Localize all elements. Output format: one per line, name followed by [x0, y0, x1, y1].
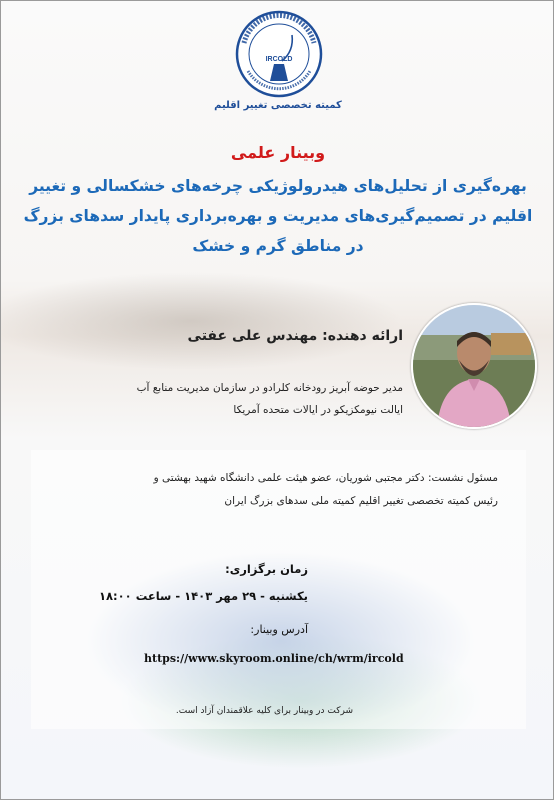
- session-chair: [38, 467, 498, 513]
- time-label: زمان برگزاری:: [225, 562, 308, 576]
- webinar-link[interactable]: https://www.skyroom.online/ch/wrm/ircold: [144, 652, 404, 665]
- title-line-1: بهره‌گیری از تحلیل‌های هیدرولوژیکی چرخه‌های خشکسالی و تغییر: [29, 177, 527, 195]
- position-line-1: مدیر حوضه آبریز رودخانه کلرادو در سازمان مدیریت منابع آب: [136, 382, 403, 394]
- webinar-type-label: وبینار علمی: [230, 143, 326, 162]
- chair-line-2: رئیس کمیته تخصصی تغییر اقلیم کمیته ملی سدهای بزرگ ایران: [224, 495, 498, 507]
- committee-name: کمیته تخصصی تغییر اقلیم: [214, 100, 342, 111]
- ircold-logo-icon: [234, 9, 324, 99]
- presenter-position: [23, 377, 403, 421]
- time-value: یکشنبه - ۲۹ مهر ۱۴۰۳ - ساعت ۱۸:۰۰: [99, 589, 308, 603]
- address-label: آدرس وبینار:: [250, 623, 308, 636]
- chair-line-1: مسئول نشست: دکتر مجتبی شوریان، عضو هیئت علمی دانشگاه شهید بهشتی و: [153, 472, 498, 484]
- title-line-3: در مناطق گرم و خشک: [192, 237, 364, 255]
- presenter-photo: [411, 303, 537, 429]
- title-line-2: اقلیم در تصمیم‌گیری‌های مدیریت و بهره‌برداری پایدار سدهای بزرگ: [23, 207, 533, 225]
- position-line-2: ایالت نیومکزیکو در ایالات متحده آمریکا: [233, 404, 403, 416]
- presenter-name: ارائه دهنده: مهندس علی عفتی: [187, 328, 403, 344]
- webinar-title: [21, 171, 535, 261]
- participation-note: شرکت در وبینار برای کلیه علاقمندان آزاد است.: [175, 706, 353, 716]
- logo-acronym: IRCOLD: [265, 56, 293, 63]
